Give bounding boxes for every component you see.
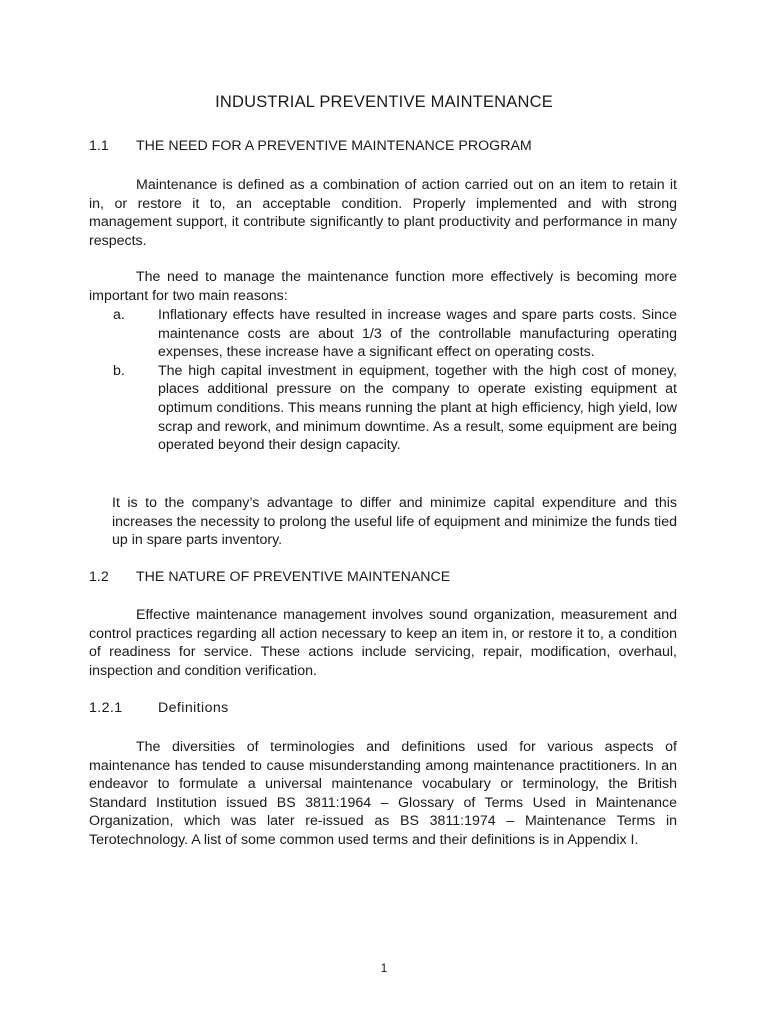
- section-number: 1.1: [89, 138, 109, 154]
- section-number: 1.2: [89, 569, 109, 585]
- paragraph: It is to the company’s advantage to differ and minimize capital expenditure and this increases the necessity to prolong the useful life of equipment and minimize the funds tied up in spare parts inventory.: [112, 495, 677, 549]
- paragraph: Effective maintenance management involves sound organization, measurement and control practices regarding all action necessary to keep an item in, or restore it to, a condition of readiness for service. These actions include servicing, repair, modification, overhaul, inspection and condition verification.: [89, 607, 677, 679]
- page-title: INDUSTRIAL PREVENTIVE MAINTENANCE: [215, 93, 553, 111]
- reasons-list: [89, 306, 677, 455]
- section-title: Definitions: [158, 700, 229, 716]
- list-marker: b.: [113, 362, 125, 379]
- page-number: 1: [380, 961, 388, 975]
- section-heading-1-1: [89, 138, 532, 154]
- paragraph: Maintenance is defined as a combination of action carried out on an item to retain it in, or restore it to, an acceptable condition. Properly implemented and with strong management support, it contribute significantly to plant productivity and performance in many respects.: [89, 177, 677, 249]
- list-item-text: Inflationary effects have resulted in increase wages and spare parts costs. Since maintenance costs are about 1/3 of the controllable manufacturing operating expenses, these increase have a significant effect on operating costs.: [158, 307, 677, 361]
- section-title: THE NATURE OF PREVENTIVE MAINTENANCE: [136, 569, 451, 585]
- section-heading-1-2: [89, 569, 450, 585]
- list-marker: a.: [113, 307, 125, 323]
- list-item: [89, 306, 677, 362]
- section-title: THE NEED FOR A PREVENTIVE MAINTENANCE PROGRAM: [136, 138, 532, 154]
- list-item: [89, 362, 677, 455]
- section-number: 1.2.1: [89, 700, 123, 716]
- list-item-text: The high capital investment in equipment, together with the high cost of money, places additional pressure on the company to operate existing equipment at optimum conditions. This means running the plant at high efficiency, high yield, low scrap and rework, and minimum downtime. As a result, some equipment are being operated beyond their design capacity.: [158, 362, 677, 454]
- paragraph: The need to manage the maintenance function more effectively is becoming more important for two main reasons:: [89, 269, 677, 304]
- section-heading-1-2-1: [89, 700, 229, 716]
- paragraph: The diversities of terminologies and definitions used for various aspects of maintenance has tended to cause misunderstanding among maintenance practitioners. In an endeavor to formulate a universal maintenance vocabulary or terminology, the British Standard Institution issued BS 3811:1964 – Glossary of Terms Used in Maintenance Organization, which was later re-issued as BS 3811:1974 – Maintenance Terms in Terotechnology. A list of some common used terms and their definitions is in Appendix I.: [89, 739, 677, 848]
